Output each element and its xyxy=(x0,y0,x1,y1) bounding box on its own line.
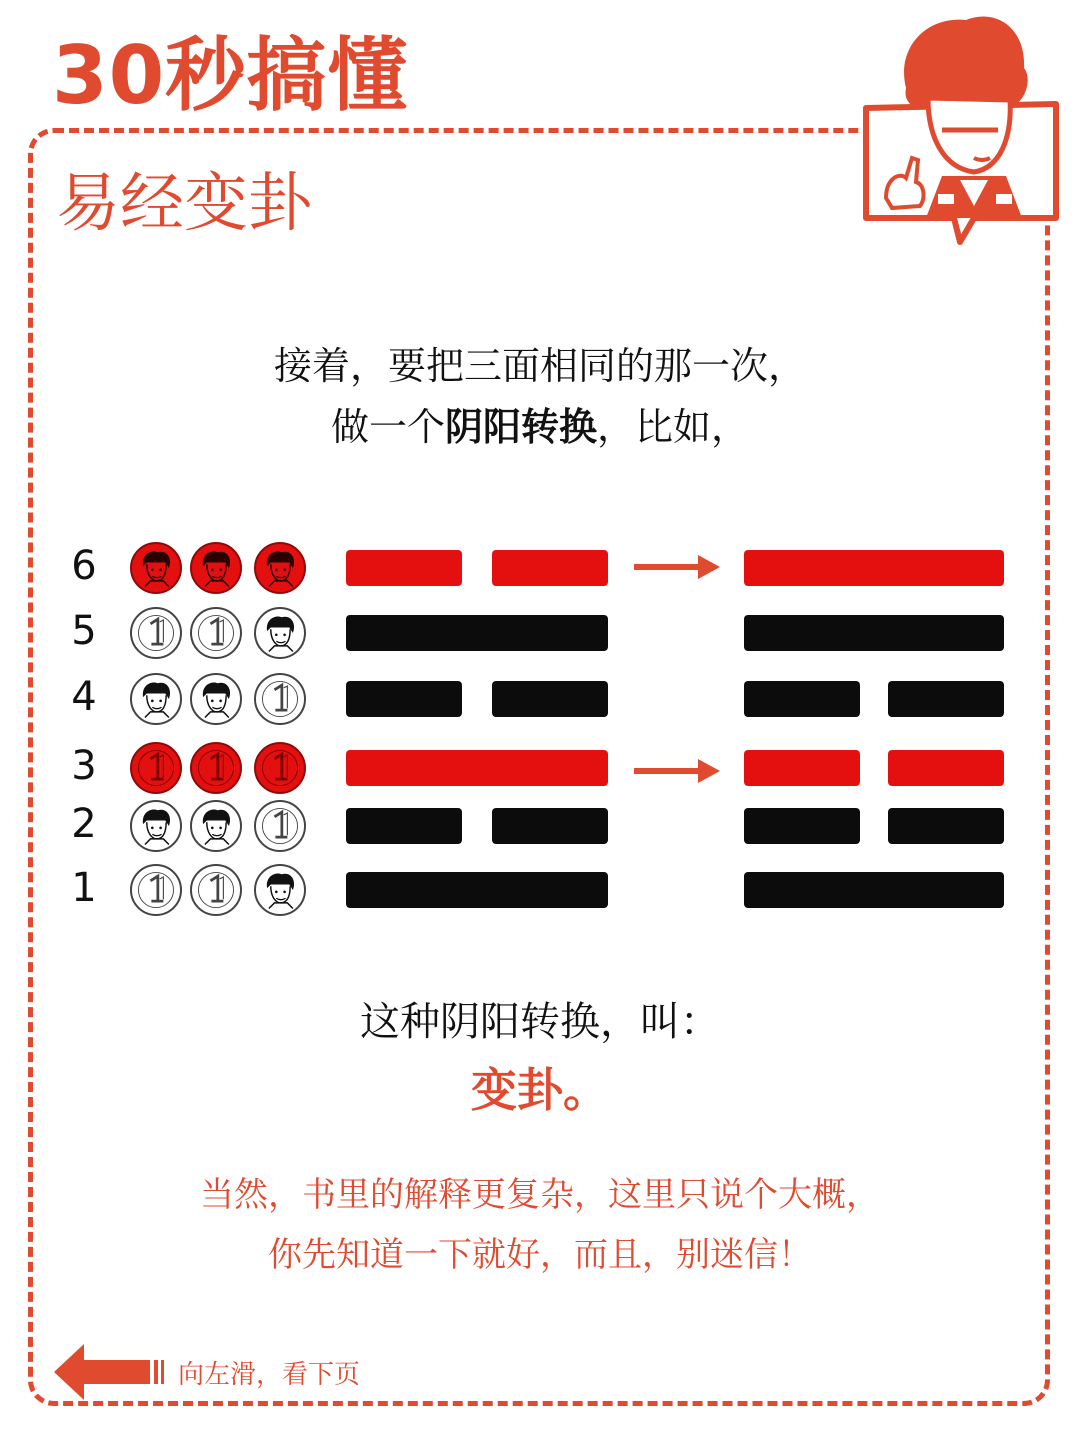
coin-face-icon xyxy=(130,542,182,594)
coin-face-icon xyxy=(190,542,242,594)
swipe-hint[interactable]: 向左滑，看下页 xyxy=(178,1360,361,1390)
coin-one-icon xyxy=(254,800,306,852)
coin-one-icon xyxy=(254,673,306,725)
intro-line-1: 接着，要把三面相同的那一次， xyxy=(273,344,806,388)
row-number: 1 xyxy=(71,865,97,911)
swipe-left-arrow-icon[interactable] xyxy=(54,1342,166,1402)
coin-one-icon xyxy=(130,864,182,916)
original-yin-line xyxy=(346,808,462,844)
coin-one-icon xyxy=(254,742,306,794)
coin-one-icon xyxy=(130,742,182,794)
caption-text: 这种阴阳转换，叫： xyxy=(360,999,720,1045)
original-yin-line xyxy=(492,681,608,717)
row-number: 4 xyxy=(71,674,97,720)
row-number: 3 xyxy=(71,743,97,789)
footnote-line-1: 当然，书里的解释更复杂，这里只说个大概， xyxy=(200,1175,880,1215)
coin-one-icon xyxy=(190,607,242,659)
intro-line-2-prefix: 做一个 xyxy=(330,404,445,449)
changed-yin-line xyxy=(744,808,860,844)
intro-line-2-suffix: ，比如， xyxy=(597,404,750,449)
brand-title: 30秒搞懂 xyxy=(52,29,409,122)
changed-yang-line xyxy=(744,615,1004,651)
coin-one-icon xyxy=(130,607,182,659)
original-yin-line xyxy=(346,681,462,717)
original-yin-line xyxy=(346,550,462,586)
page-subtitle: 易经变卦 xyxy=(56,167,312,241)
change-arrow-top xyxy=(634,552,720,582)
original-yang-line xyxy=(346,615,608,651)
coin-face-icon xyxy=(190,800,242,852)
intro-text xyxy=(0,336,1080,458)
changed-yin-line xyxy=(888,750,1004,786)
row-number: 6 xyxy=(71,543,97,589)
intro-line-2 xyxy=(0,397,1080,458)
coin-face-icon xyxy=(130,800,182,852)
row-number: 5 xyxy=(71,608,97,654)
changed-yang-line xyxy=(744,550,1004,586)
original-yang-line xyxy=(346,750,608,786)
original-yin-line xyxy=(492,550,608,586)
coin-face-icon xyxy=(254,542,306,594)
changed-yin-line xyxy=(888,681,1004,717)
changed-yang-line xyxy=(744,872,1004,908)
intro-line-2-bold: 阴阳转换 xyxy=(444,404,597,449)
changed-yin-line xyxy=(888,808,1004,844)
row-number: 2 xyxy=(71,801,97,847)
coin-face-icon xyxy=(130,673,182,725)
coin-one-icon xyxy=(190,864,242,916)
footnote xyxy=(0,1166,1080,1285)
highlight-term: 变卦。 xyxy=(471,1063,609,1117)
mascot-illustration xyxy=(856,8,1066,248)
coin-face-icon xyxy=(190,673,242,725)
original-yang-line xyxy=(346,872,608,908)
footnote-line-2: 你先知道一下就好，而且，别迷信！ xyxy=(268,1234,812,1275)
coin-one-icon xyxy=(190,742,242,794)
original-yin-line xyxy=(492,808,608,844)
changed-yin-line xyxy=(744,750,860,786)
coin-face-icon xyxy=(254,607,306,659)
change-arrow-middle xyxy=(634,756,720,786)
coin-face-icon xyxy=(254,864,306,916)
changed-yin-line xyxy=(744,681,860,717)
